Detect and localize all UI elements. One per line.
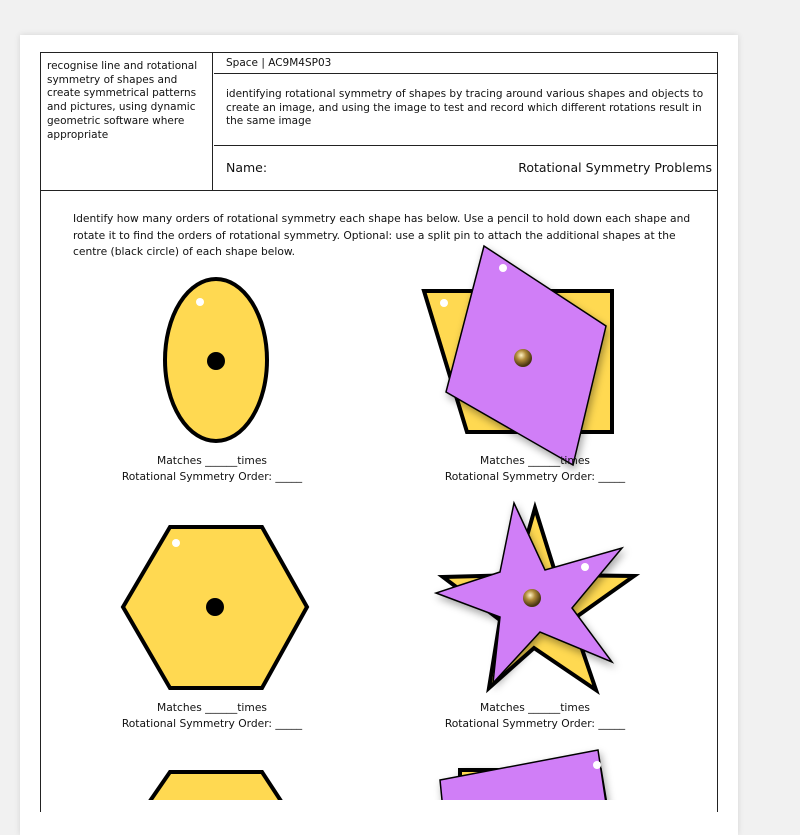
instructions: Identify how many orders of rotational symmetry each shape has below. Use a pencil to hold down each shape and rotate it to find the orders of rotational symmetry. Optional: use a split pin to attach the additional shapes at the centre (black circle) of each shape below. (73, 212, 691, 258)
hexagon-answer[interactable] (92, 700, 332, 732)
worksheet-title: Rotational Symmetry Problems (518, 160, 712, 175)
order-field[interactable]: Rotational Symmetry Order: _____ (121, 470, 303, 483)
centre-dot (207, 352, 225, 370)
curriculum-code: Space | AC9M4SP03 (214, 53, 717, 74)
split-pin-icon (523, 589, 541, 607)
bottom-yellow-shape[interactable] (130, 772, 300, 800)
bottom-overlay-cutout[interactable] (440, 750, 610, 800)
matches-field[interactable]: Matches ______times (157, 701, 267, 714)
marker-dot (196, 298, 204, 306)
curriculum-description: recognise line and rotational symmetry of shapes and create symmetrical patterns and pictures, using dynamic geometric software where appropriate (41, 53, 213, 190)
star-answer[interactable] (415, 700, 655, 732)
elaboration-text: identifying rotational symmetry of shapes by tracing around various shapes and objects to create an image, and using the image to test and record which different rotations result in the same image (214, 74, 717, 146)
order-field[interactable]: Rotational Symmetry Order: _____ (444, 717, 626, 730)
oval-shape[interactable] (165, 279, 267, 441)
order-field[interactable]: Rotational Symmetry Order: _____ (444, 470, 626, 483)
split-pin-icon (514, 349, 532, 367)
matches-field[interactable]: Matches ______times (480, 701, 590, 714)
centre-dot (206, 598, 224, 616)
name-label: Name: (226, 160, 268, 175)
matches-field[interactable]: Matches ______times (157, 454, 267, 467)
matches-field[interactable]: Matches ______times (480, 454, 590, 467)
rhombus-answer[interactable] (415, 453, 655, 485)
hexagon-shape[interactable] (123, 527, 307, 688)
order-field[interactable]: Rotational Symmetry Order: _____ (121, 717, 303, 730)
oval-answer[interactable] (92, 453, 332, 485)
